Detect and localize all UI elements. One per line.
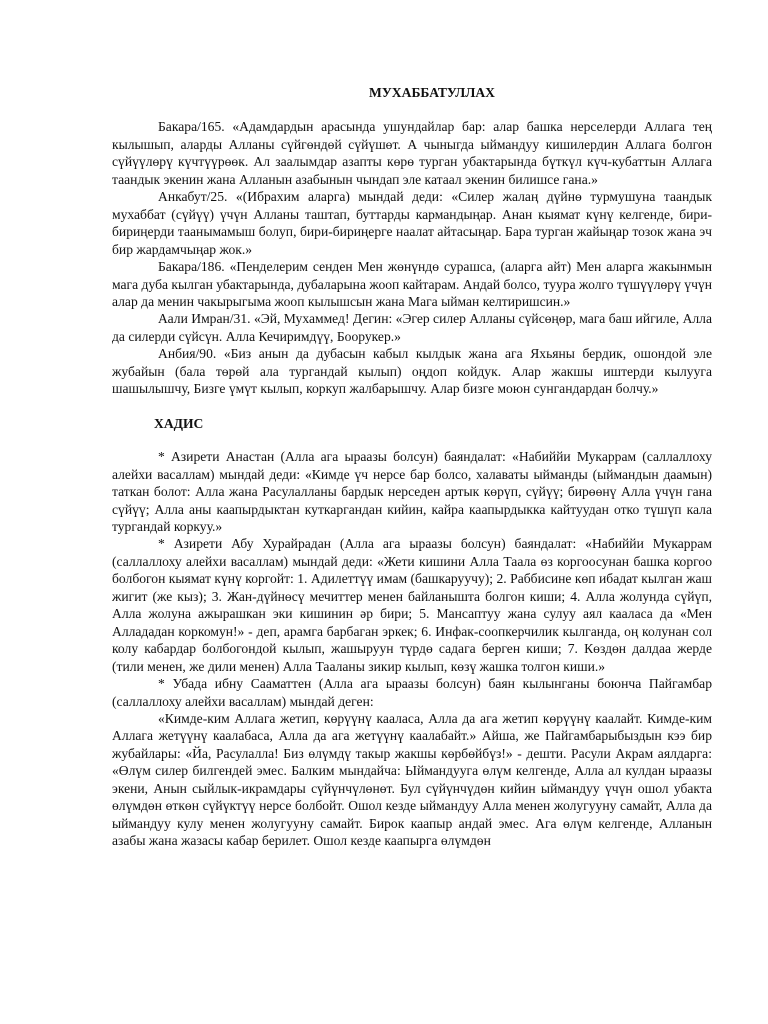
- hadith-paragraph: * Азирети Анастан (Алла ага ыраазы болсун) баяндалат: «Набиййи Мукаррам (саллаллоху алейхи васаллам) мындай деди: «Кимде үч нерсе бар болсо, халаваты ыйманды (ыймандын даамын) таткан болот: Алла жана Расулалланы бардык нерседен артык көрүп, сүйүү; бирөөнү Алла үчүн гана сүйүү; Алла аны каапырдыктан куткаргандан кийин, кайра каапырдыкка кайтуудан отко түшүп кала тургандай коркуу.»: [112, 449, 712, 534]
- document-title: МУХАББАТУЛЛАХ: [369, 85, 495, 100]
- hadith-heading: ХАДИС: [154, 415, 204, 431]
- document-page: [112, 84, 712, 850]
- verse-paragraph: Аали Имран/31. «Эй, Мухаммед! Дегин: «Эгер силер Алланы сүйсөңөр, мага баш ийгиле, Алла да силерди сүйсүн. Алла Кечиримдүү, Боорукер.»: [112, 311, 712, 344]
- verse-paragraph: Бакара/165. «Адамдардын арасында ушундайлар бар: алар башка нерселерди Аллага тең кылышып, аларды Алланы сүйгөндөй сүйүшөт. А чыныгда ыймандуу кишилердин Аллага болгон сүйүүлөрү күчтүүрөөк. Ал заалымдар азапты көрө турган убактарында бүткүл күч-кубаттын Аллага таандык экенин жана Алланын азабынын чындап эле катаал экенин билишсе гана.»: [112, 119, 712, 187]
- hadith-paragraph: * Азирети Абу Хурайрадан (Алла ага ыраазы болсун) баяндалат: «Набиййи Мукаррам (саллаллоху алейхи васаллам) мындай деди: «Жети кишини Алла Таала өз коргоосунан башка коргоо болбогон кыямат күнү коргойт: 1. Адилеттүү имам (башкаруучу); 2. Раббисине көп ибадат кылган жаш жигит (же кыз); 3. Жан-дүйнөсү мечиттер менен байланышта болгон киши; 4. Алла жолунда сүйүп, Алла жолуна ажырашкан эки кишинин әр бири; 5. Мансаптуу жана сулуу аял кааласа да «Мен Аллададан коркомун!» - деп, арамга барбаган эркек; 6. Инфак-соопкерчилик кылганда, оң колунан сол колу кабардар болбогондой кылып, жашыруун түрдө садага берген киши; 7. Көздөн далдаа жерде (тили менен, же дили менен) Алла Тааланы зикир кылып, көзү жашка толгон киши.»: [112, 536, 712, 674]
- hadith-paragraph: «Кимде-ким Аллага жетип, көрүүнү кааласа, Алла да ага жетип көрүүнү каалайт. Кимде-ким Аллага жетүүнү каалабаса, Алла да ага жетүүнү каалабайт.» Айша, же Пайгамбарыбыздын кээ бир жубайлары: «Йа, Расулалла! Биз өлүмдү такыр жакшы көрбөйбүз!» - дешти. Расули Акрам аялдарга: «Өлүм силер билгендей эмес. Балким мындайча: Ыймандууга өлүм келгенде, Алла ал кулдан ыраазы экени, Анын сыйлык-икрамдары сүйүнчүлөнөт. Бул сүйүнчүдөн кийин ыймандуу үчүн ошол убакта өлүмдөн өткөн сүйүктүү нерсе болбойт. Ошол кезде ыймандуу Алла менен жолугууну самайт, Алла да ыймандуу кулу менен жолугууну самайт. Бирок каапыр андай эмес. Ага өлүм келгенде, Алланын азабы жана жазасы кабар берилет. Ошол кезде каапырга өлүмдөн: [112, 710, 712, 849]
- verse-paragraph: Анкабут/25. «(Ибрахим аларга) мындай деди: «Силер жалаң дүйнө турмушуна таандык мухаббат (сүйүү) үчүн Алланы таштап, буттарды кармандыңар. Анан кыямат күнү келгенде, бири-бириңерди таанымамыш болуп, бири-бириңерге наалат айтасыңар. Бара турган жайыңар тозок жана эч бир жардамчыңар жок.»: [112, 189, 712, 257]
- hadith-paragraph: * Убада ибну Сааматтен (Алла ага ыраазы болсун) баян кылынганы боюнча Пайгамбар (саллаллоху алейхи васаллам) мындай деген:: [112, 676, 712, 709]
- verse-paragraph: Бакара/186. «Пенделерим сенден Мен жөнүндө сурашса, (аларга айт) Мен аларга жакынмын мага дуба кылган убактарында, дубаларына жооп кайтарам. Андай болсо, туура жолго түшүүлөрү үчүн алар да менин чакырыгыма жооп кылышсын жана Мага ыйман келтиришсин.»: [112, 259, 712, 309]
- verse-paragraph: Анбия/90. «Биз анын да дубасын кабыл кылдык жана ага Яхьяны бердик, ошондой эле жубайын (бала төрөй ала тургандай кылып) оңдоп койдук. Алар жакшы иштерди кылууга шашылышчу, Бизге үмүт кылып, коркуп жалбарышчу. Алар бизге моюн сунгандардан болчу.»: [112, 346, 712, 397]
